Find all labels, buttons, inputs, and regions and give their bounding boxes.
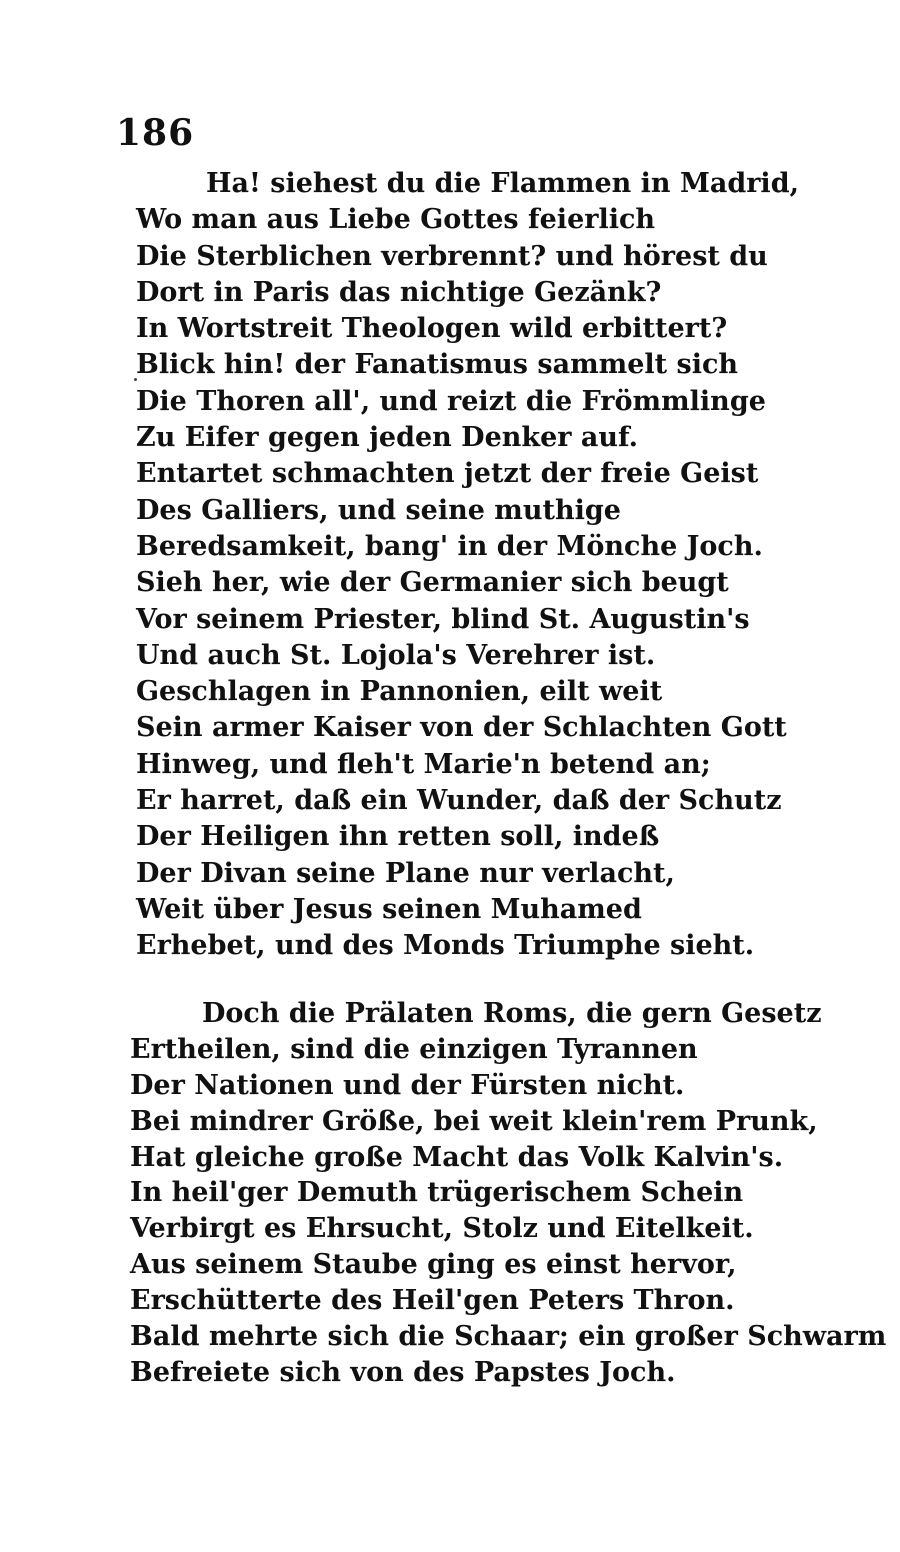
verse-line: Sieh her, wie der Germanier sich beugt (136, 567, 729, 599)
verse-line: Ha! siehest du die Flammen in Madrid, (206, 168, 799, 199)
verse-line: Beredsamkeit, bang' in der Mönche Joch. (136, 530, 763, 562)
stanza-1 (136, 166, 799, 965)
verse-line: In Wortstreit Theologen wild erbittert? (136, 313, 728, 345)
verse-line: Aus seinem Staube ging es einst hervor, (130, 1249, 737, 1281)
verse-line: Der Nationen und der Fürsten nicht. (130, 1069, 685, 1101)
verse-line: Vor seinem Priester, blind St. Augustin's (136, 603, 750, 635)
verse-line: Ertheilen, sind die einzigen Tyrannen (130, 1033, 698, 1065)
verse-line: Er harret, daß ein Wunder, daß der Schutz (136, 785, 782, 817)
verse-line: Blick hin! der Fanatismus sammelt sich (136, 349, 739, 381)
verse-line: Der Heiligen ihn retten soll, indeß (136, 821, 660, 853)
page-number: 186 (116, 112, 195, 154)
verse-line: Weit über Jesus seinen Muhamed (136, 893, 642, 925)
verse-line: Geschlagen in Pannonien, eilt weit (136, 676, 663, 708)
verse-line: Bald mehrte sich die Schaar; ein großer Schwarm (130, 1321, 887, 1353)
verse-line: Und auch St. Lojola's Verehrer ist. (136, 639, 656, 671)
verse-line: Hinweg, und fleh't Marie'n betend an; (136, 748, 711, 780)
verse-line: Erhebet, und des Monds Triumphe sieht. (136, 930, 755, 962)
verse-line: Der Divan seine Plane nur verlacht, (136, 857, 675, 889)
verse-line: Zu Eifer gegen jeden Denker auf. (136, 422, 639, 454)
verse-line: Des Galliers, und seine muthige (136, 494, 621, 526)
verse-line: Erschütterte des Heil'gen Peters Thron. (130, 1285, 735, 1317)
verse-line: Hat gleiche große Macht das Volk Kalvin's. (130, 1141, 784, 1173)
verse-line: Entartet schmachten jetzt der freie Geist (136, 458, 759, 490)
verse-line: Die Thoren all', und reizt die Frömmlinge (136, 385, 766, 417)
verse-line: Wo man aus Liebe Gottes feierlich (136, 204, 656, 236)
verse-line: Befreiete sich von des Papstes Joch. (130, 1356, 676, 1388)
verse-line: Dort in Paris das nichtige Gezänk? (136, 276, 662, 308)
verse-line: Sein armer Kaiser von der Schlachten Gott (136, 712, 787, 744)
verse-line: Verbirgt es Ehrsucht, Stolz und Eitelkeit. (130, 1213, 754, 1245)
verse-line: Bei mindrer Größe, bei weit klein'rem Prunk, (130, 1105, 818, 1137)
stanza-2 (130, 996, 886, 1391)
verse-line: Die Sterblichen verbrennt? und hörest du (136, 240, 768, 272)
verse-line: In heil'ger Demuth trügerischem Schein (130, 1177, 744, 1209)
verse-line: Doch die Prälaten Roms, die gern Gesetz (202, 998, 822, 1029)
